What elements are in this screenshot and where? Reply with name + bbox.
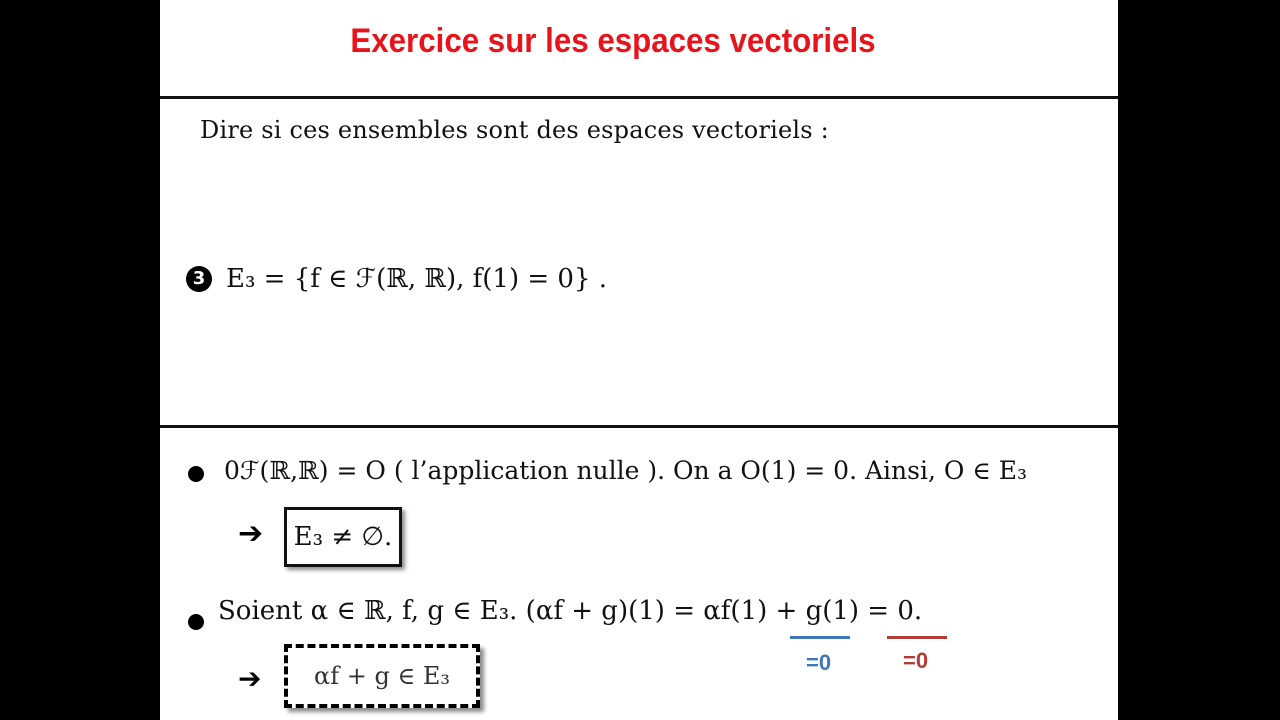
bullet-icon [188,614,204,630]
bullet-icon [188,466,204,482]
linear-combination-statement: Soient α ∈ ℝ, f, g ∈ E₃. (αf + g)(1) = αf(1) + g(1) = 0. [218,596,923,626]
red-underline [887,636,947,639]
divider-top [160,96,1118,99]
nonempty-conclusion-box [284,507,402,567]
intro-text: Dire si ces ensembles sont des espaces vectoriels : [200,116,829,144]
stability-conclusion-box [284,644,480,708]
blue-underline [790,636,850,639]
item-number-badge: 3 [186,266,212,292]
set-definition: E₃ = {f ∈ ℱ(ℝ, ℝ), f(1) = 0} . [226,264,608,294]
nonempty-conclusion: E₃ ≠ ∅. [293,522,393,552]
slide [160,0,1118,720]
implies-arrow-icon: ➔ [238,662,262,695]
implies-arrow-icon: ➔ [238,516,264,551]
exercise-item [186,264,607,294]
zero-function-statement: 0ℱ(ℝ,ℝ) = O ( l’application nulle ). On a O(1) = 0. Ainsi, O ∈ E₃ [224,456,1028,485]
annotation-g1-zero: =0 [903,648,929,673]
divider-middle [160,425,1118,428]
slide-title: Exercice sur les espaces vectoriels [350,22,876,60]
annotation-f1-zero: =0 [806,650,832,675]
stability-conclusion: αf + g ∈ E₃ [314,662,450,690]
